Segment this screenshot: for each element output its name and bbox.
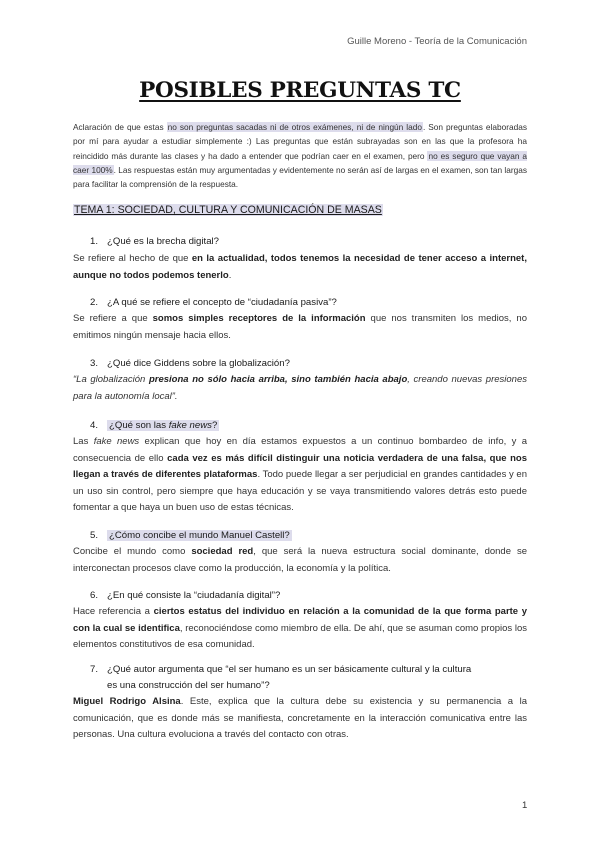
page-number: 1 [522,800,528,811]
answer-bold: cada vez es más difícil distinguir una noticia verdadera de una falsa, que nos llegan a través de diferentes plataformas [73,452,527,481]
question-4 [90,420,219,431]
question-number: 7. [90,664,99,675]
page-header: Guille Moreno - Teoría de la Comunicación [347,36,527,47]
answer-4 [73,434,527,517]
answer-text: Se refiere al hecho de que [73,253,192,264]
answer-3 [73,372,527,405]
question-text: ¿A qué se refiere el concepto de “ciudadanía pasiva”? [107,297,337,308]
answer-bold: ciertos estatus del individuo en relación a la comunidad de la que forma parte y con la cual se identifica [73,606,528,634]
question-number: 5. [90,530,99,541]
page-title: POSIBLES PREGUNTAS TC [139,78,461,103]
answer-5 [73,544,527,577]
answer-text: . Todo puede llegar a ser perjudicial en grandes cantidades y en un uso sin control, pero siempre que haya educación y se vaya transmitiendo valores detrás esto puede fomentar a que haya un buen uso de estas técnicas. [73,469,527,514]
answer-text: . Este, explica que la cultura debe su existencia y su permanencia a la comunicación, que es donde más se manifiesta, concretamente en la interacción comunicativa entre las personas. Una cultura evoluciona a través del contacto con otras. [73,696,527,741]
intro-text-3: . Las respuestas están muy argumentadas y evidentemente no serán así de largas en el examen, son tan largas para facilitar la comprensión de la respuesta. [73,164,527,190]
answer-italic: fake news [93,436,140,447]
section-heading: TEMA 1: SOCIEDAD, CULTURA Y COMUNICACIÓN DE MASAS [74,204,382,216]
intro-highlight-2: no es seguro que vayan a caer 100% [73,150,528,175]
answer-text: “La globalización [73,374,149,385]
intro-paragraph [73,120,527,191]
answer-bold: en la actualidad, todos tenemos la necesidad de tener acceso a internet, aunque no todos podemos tenerlo [73,253,527,281]
answer-2 [73,311,527,344]
question-number: 4. [90,420,99,431]
question-text: ¿En qué consiste la “ciudadanía digital”? [107,590,281,601]
answer-bold: Miguel Rodrigo Alsina [73,696,181,707]
question-number: 3. [90,358,99,369]
intro-text-2: . Son preguntas elaboradas por mí para ayudar a estudiar simplemente :) Las preguntas que están subrayadas son en las que la profesora ha reincidido más durante las clases y ha dado a entender que podrían caer en el examen, pero [73,122,527,161]
question-7 [90,662,530,694]
intro-highlight-1: no son preguntas sacadas ni de otros exámenes, ni de ningún lado [167,122,422,132]
question-number: 1. [90,236,99,247]
answer-text: , que será la nueva estructura social dominante, donde se interconectan procesos clave como la producción, la economía y la política. [73,546,527,574]
question-1 [90,236,219,247]
question-text-part: ¿Qué son las [109,420,169,431]
answer-text: . [228,269,232,281]
question-text: ¿Qué autor argumenta que “el ser humano es un ser básicamente cultural y la cultura [107,664,472,675]
answer-text: Las [73,436,94,447]
question-text: ¿Qué es la brecha digital? [107,236,219,247]
intro-text-1: Aclaración de que estas [73,122,167,132]
question-text: ¿Cómo concibe el mundo Manuel Castell? [109,530,290,541]
answer-text: explican que hoy en día estamos expuestos a un continuo bombardeo de info, y a consecuencia de ello [73,436,527,464]
question-text-part: ? [211,420,218,431]
question-3 [90,358,290,369]
answer-6 [73,604,527,654]
answer-bold: presiona no sólo hacia arriba, sino también hacia abajo [148,374,408,385]
question-5 [90,530,292,541]
question-6 [90,590,280,601]
answer-text: Hace referencia a [73,606,154,617]
answer-text: que nos transmiten los medios, no emitimos ningún mensaje hacia ellos. [73,313,527,341]
question-text [107,420,219,431]
answer-text: Se refiere a que [73,313,153,324]
question-text-italic: fake news [168,420,212,431]
answer-7 [73,694,527,744]
question-number: 2. [90,297,99,308]
answer-bold: sociedad red [191,546,254,557]
answer-bold: somos simples receptores de la información [152,313,366,324]
answer-text: , creando nuevas presiones para la autonomía local”. [73,374,527,402]
question-2 [90,297,337,308]
question-text: ¿Qué dice Giddens sobre la globalización? [107,358,290,369]
question-text: es una construcción del ser humano”? [107,680,270,691]
question-number: 6. [90,590,99,601]
answer-text: Concibe el mundo como [73,546,192,557]
answer-1 [73,251,527,284]
answer-text: , reconociéndose como miembro de ella. De ahí, que se asuman como propios los elementos constitutivos de esa comunidad. [73,622,527,651]
